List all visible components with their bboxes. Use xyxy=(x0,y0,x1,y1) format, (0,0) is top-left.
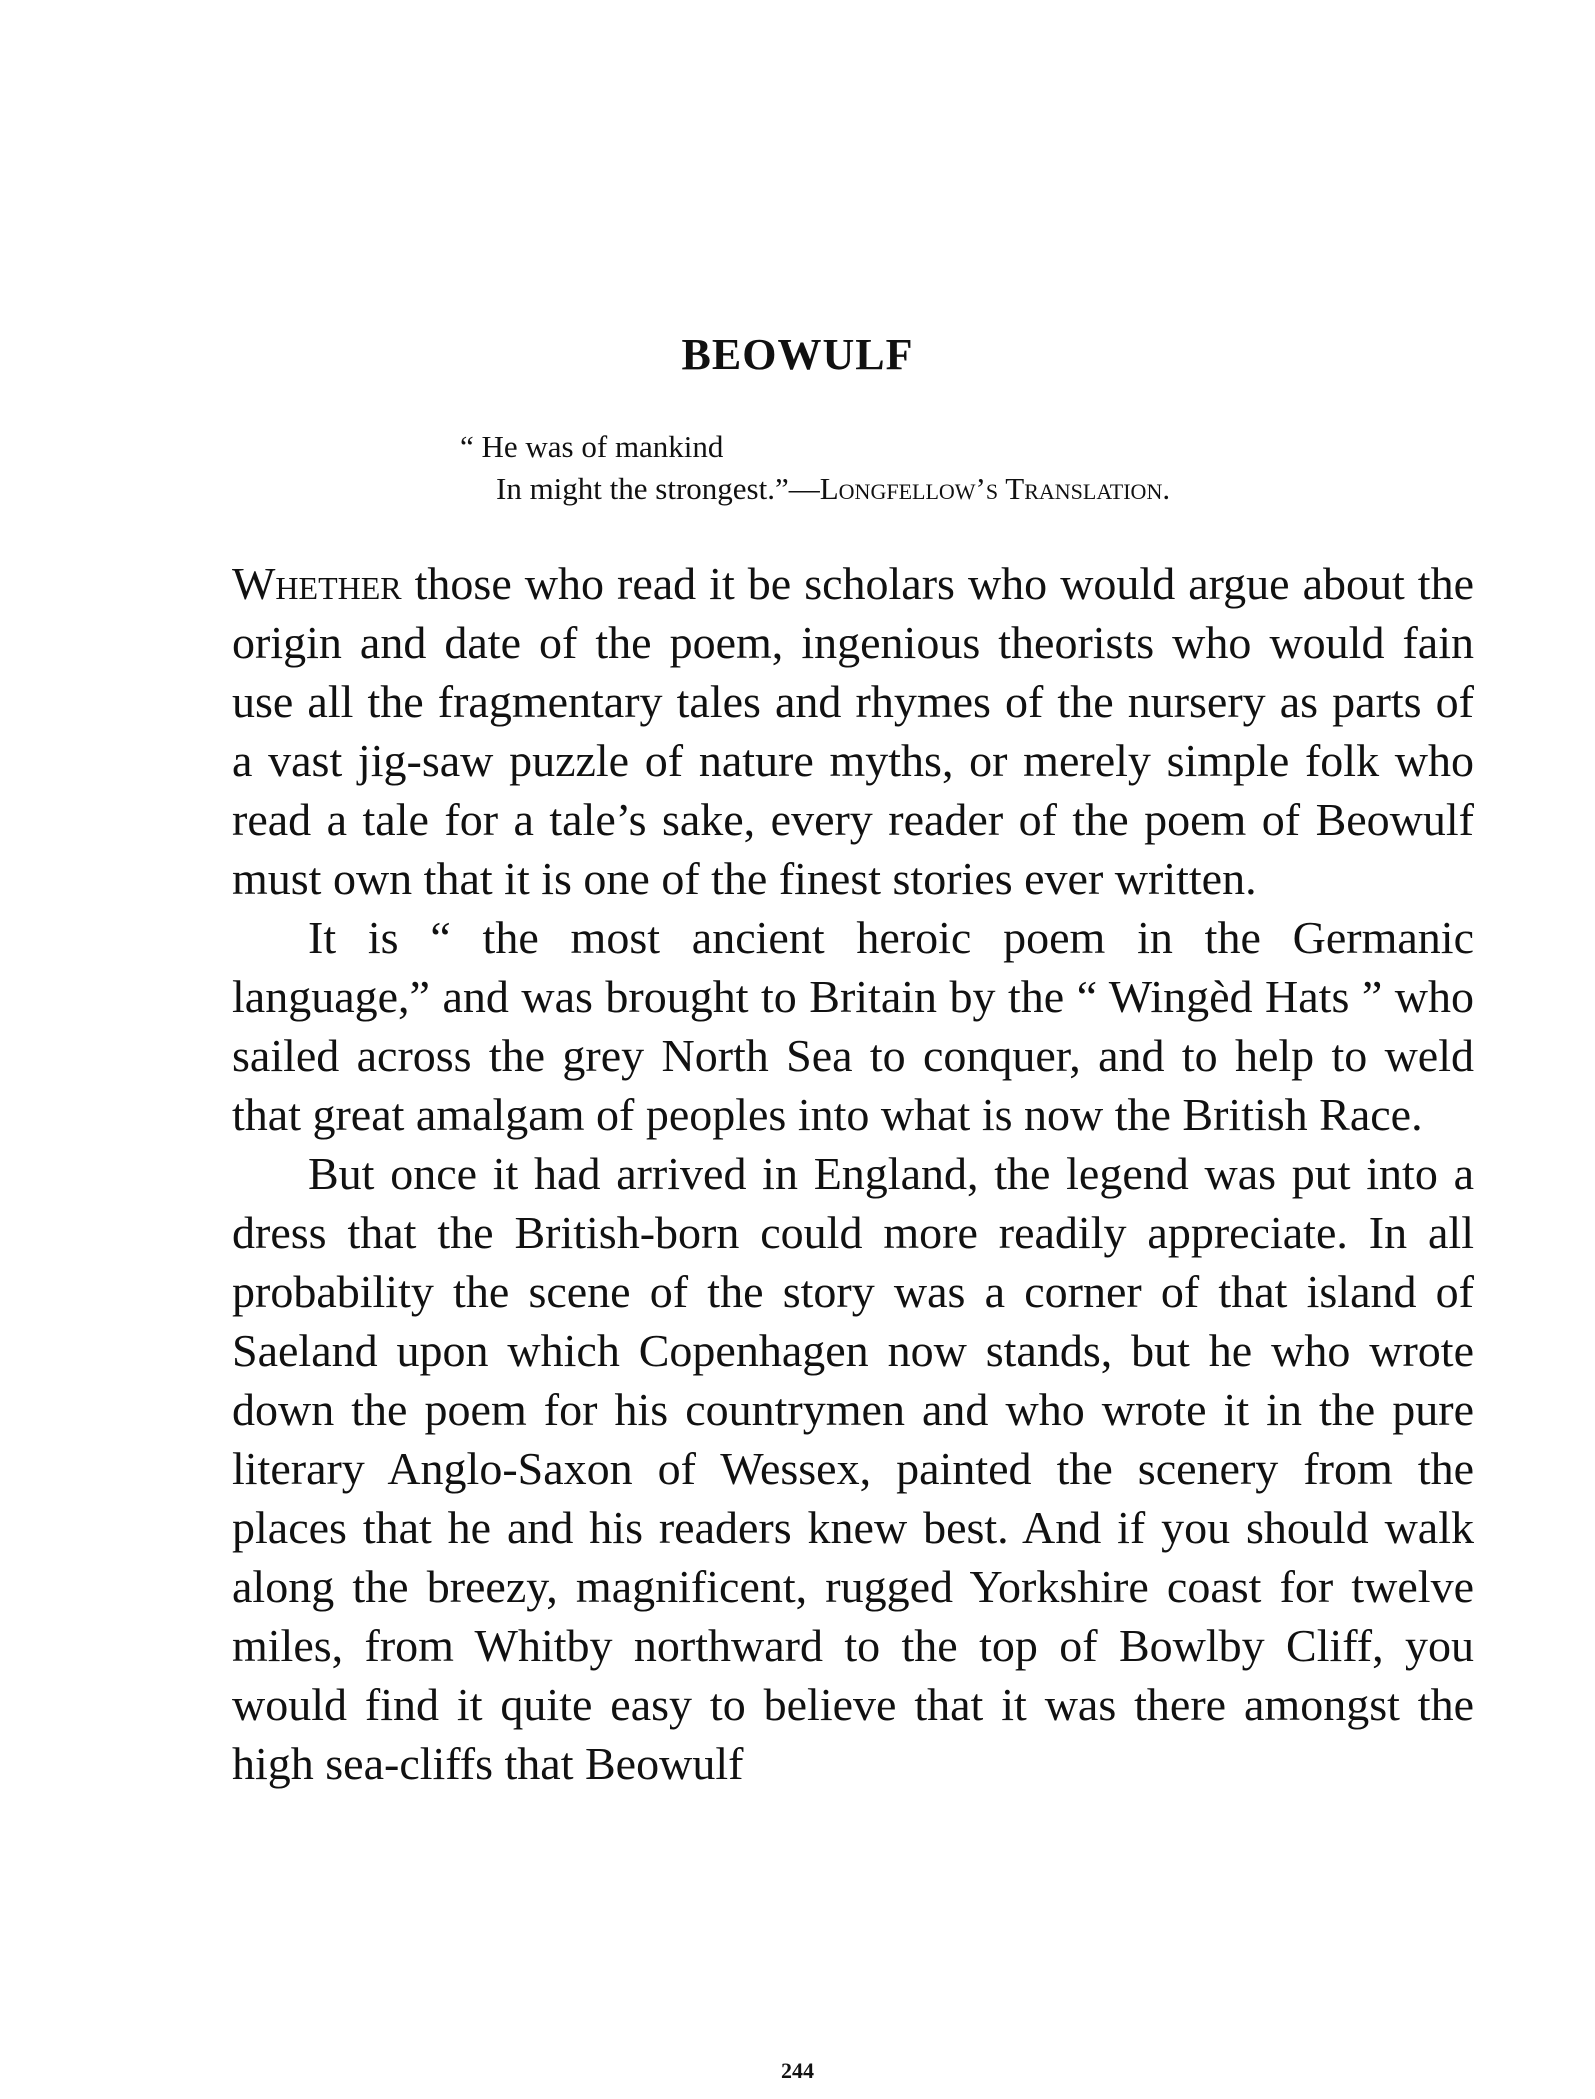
paragraph-2: It is “ the most ancient heroic poem in the Germanic language,” and was brought to Britain by the “ Wingèd Hats ” who sailed across the grey North Sea to conquer, and to help to weld that great amalgam of peoples into what is now the British Race. xyxy=(232,912,1474,1140)
paragraph-lead-word: Whether xyxy=(232,558,402,609)
epigraph-attribution: Longfellow’s Translation. xyxy=(819,471,1171,506)
epigraph-line-1: “ He was of mankind xyxy=(460,429,724,464)
epigraph-quote-text: In might the strongest.”— xyxy=(496,471,820,506)
page-title: BEOWULF xyxy=(681,330,914,379)
page-number: 244 xyxy=(781,2058,814,2083)
paragraph-1-text: those who read it be scholars who would argue about the origin and date of the poem, ingenious theorists who would fain use all the fragmentary tales and rhymes of the nursery as parts of a vast jig-saw puzzle of nature myths, or merely simple folk who read a tale for a tale’s sake, every reader of the poem of Beowulf must own that it is one of the finest stories ever written. xyxy=(232,558,1474,904)
epigraph xyxy=(460,426,1170,510)
body-text xyxy=(232,554,1474,1793)
paragraph-1 xyxy=(232,554,1474,908)
epigraph-line-2 xyxy=(460,468,1170,510)
paragraph-3: But once it had arrived in England, the legend was put into a dress that the British-born could more readily appreciate. In all probability the scene of the story was a corner of that island of Saeland upon which Copenhagen now stands, but he who wrote down the poem for his countrymen and who wrote it in the pure literary Anglo-Saxon of Wessex, painted the scenery from the places that he and his readers knew best. And if you should walk along the breezy, magnificent, rugged Yorkshire coast for twelve miles, from Whitby northward to the top of Bowlby Cliff, you would find it quite easy to believe that it was there amongst the high sea-cliffs that Beowulf xyxy=(232,1148,1474,1789)
